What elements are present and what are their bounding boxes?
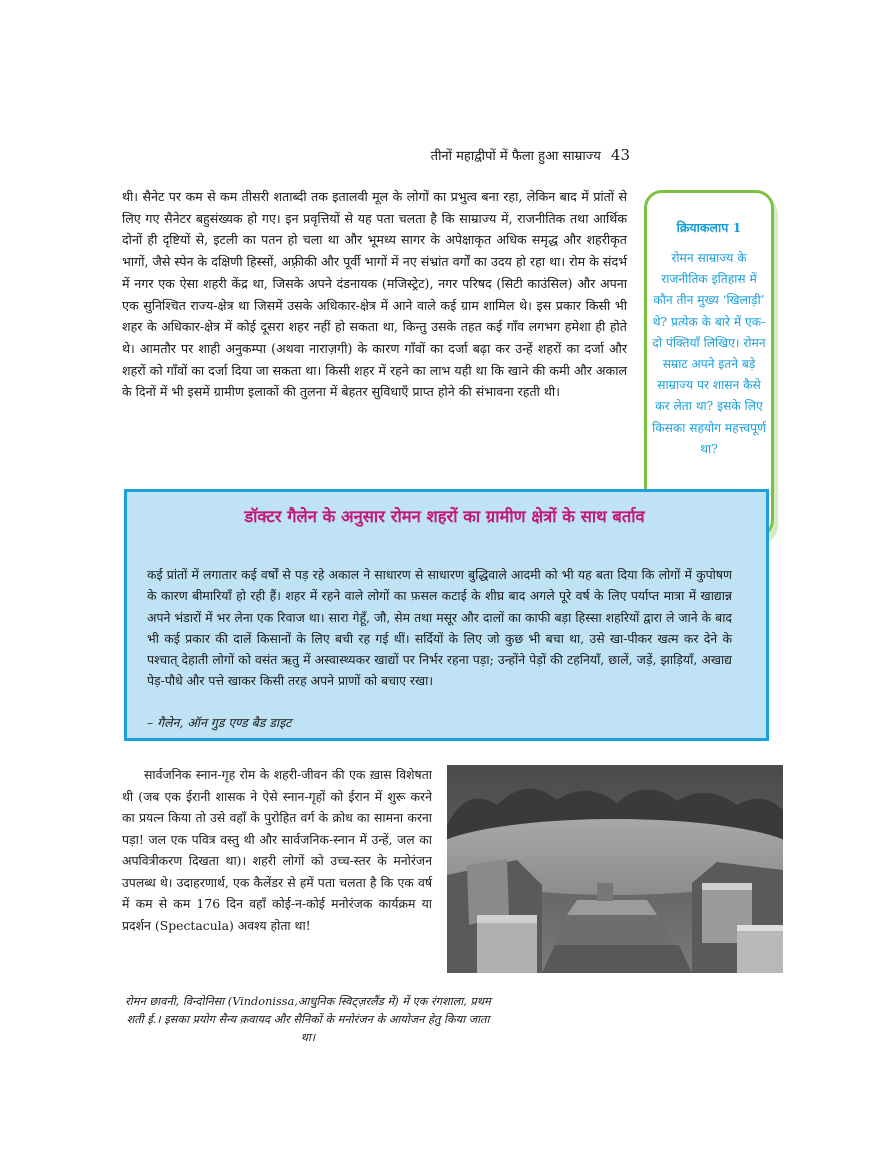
- source-box: [124, 489, 769, 741]
- source-text: कई प्रांतों में लगातार कई वर्षों से पड़ रहे अकाल ने साधारण से साधारण बुद्धिवाले आदमी को भी यह बता दिया कि लोगों में कुपोषण के कारण बीमारियाँ हो रही हैं। शहर में रहने वाले लोगों का फ़सल कटाई के शीघ्र बाद अगले पूरे वर्ष के लिए पर्याप्त मात्रा में खाद्यान्न अपने भंडारों में भर लेना एक रिवाज था। सारा गेहूँ, जौ, सेम तथा मसूर और दालों का काफी बड़ा हिस्सा शहरियों द्वारा ले जाने के बाद भी कई प्रकार की दालें किसानों के लिए बची रह गई थीं। सर्दियों के लिए जो कुछ भी बचा था, उसे खा-पीकर खत्म कर देने के पश्चात् देहाती लोगों को वसंत ऋतु में अस्वास्थ्यकर खाद्यों पर निर्भर रहना पड़ा; उन्होंने पेड़ों की टहनियाँ, छालें, जड़ें, झाड़ियाँ, अखाद्य पेड़-पौधे और पत्ते खाकर किसी तरह अपने प्राणों को बचाए रखा।: [147, 567, 732, 689]
- activity-text: रोमन साम्राज्य के राजनीतिक इतिहास में कौन तीन मुख्य ‘खिलाड़ी’ थे? प्रत्येक के बारे में एक-दो पंक्तियाँ लिखिए। रोमन सम्राट अपने इतने बड़े साम्राज्य पर शासन कैसे कर लेता था? इसके लिए किसका सहयोग महत्त्वपूर्ण था?: [652, 251, 766, 456]
- page-number: 43: [610, 146, 630, 164]
- body-paragraph: थी। सैनेट पर कम से कम तीसरी शताब्दी तक इतालवी मूल के लोगों का प्रभुत्व बना रहा, लेकिन बाद में प्रांतों से लिए गए सैनेटर बहुसंख्यक हो गए। इन प्रवृत्तियों से यह पता चलता है कि साम्राज्य में, राजनीतिक तथा आर्थिक दोनों ही दृष्टियों से, इटली का पतन हो चला था और भूमध्य सागर के अपेक्षाकृत अधिक समृद्ध और शहरीकृत भागों, जैसे स्पेन के दक्षिणी हिस्सों, अफ़्रीकी और पूर्वी भागों में नए संभ्रांत वर्गों का उदय हो रहा था। रोम के संदर्भ में नगर एक ऐसा शहरी केंद्र था, जिसके अपने दंडनायक (मजिस्ट्रेट), नगर परिषद (सिटी काउंसिल) और अपना एक सुनिश्चित राज्य-क्षेत्र था जिसमें उसके अधिकार-क्षेत्र में आने वाले कई ग्राम शामिल थे। इस प्रकार किसी भी शहर के अधिकार-क्षेत्र में कोई दूसरा शहर नहीं हो सकता था, किन्तु उसके तहत कई गाँव लगभग हमेशा ही होते थे। आमतौर पर शाही अनुकम्पा (अथवा नाराज़गी) के कारण गाँवों का दर्जा बढ़ा कर उन्हें शहरों का दर्जा और शहरों को गाँवों का दर्जा दिया जा सकता था। किसी शहर में रहने का लाभ यही था कि खाने की कमी और अकाल के दिनों में भी इसमें ग्रामीण इलाकों की तुलना में बेहतर सुविधाएँ प्राप्त होने की संभावना रहती थी।: [122, 189, 627, 400]
- running-title: तीनों महाद्वीपों में फैला हुआ साम्राज्य: [430, 149, 601, 164]
- figure-caption: रोमन छावनी, विन्दोनिसा (Vindonissa,आधुनिक स्विट्ज़रलैंड में) में एक रंगशाला, प्रथम शती ई.। इसका प्रयोग सैन्य क़वायद और सैनिकों के मनोरंजन के आयोजन हेतु किया जाता था।: [125, 995, 491, 1044]
- source-title: डॉक्टर गैलेन के अनुसार रोमन शहरों का ग्रामीण क्षेत्रों के साथ बर्ताव: [244, 507, 645, 526]
- baths-paragraph: सार्वजनिक स्नान-गृह रोम के शहरी-जीवन की एक ख़ास विशेषता थी (जब एक ईरानी शासक ने ऐसे स्नान-गृहों को ईरान में शुरू करने का प्रयत्न किया तो उसे वहाँ के पुरोहित वर्ग के क्रोध का सामना करना पड़ा! जल एक पवित्र वस्तु थी और सार्वजनिक-स्नान में उन्हें, जल का अपवित्रीकरण दिखता था)। शहरी लोगों को उच्च-स्तर के मनोरंजन उपलब्ध थे। उदाहरणार्थ, एक कैलेंडर से हमें पता चलता है कि एक वर्ष में कम से कम 176 दिन वहाँ कोई-न-कोई मनोरंजक कार्यक्रम या प्रदर्शन (Spectacula) अवश्य होता था!: [122, 767, 432, 933]
- activity-title: क्रियाकलाप 1: [676, 220, 742, 235]
- amphitheatre-photo: [447, 765, 783, 973]
- activity-box: [644, 190, 774, 538]
- source-citation: – गैलेन, ऑन गुड एण्ड बैड डाइट: [147, 715, 292, 730]
- running-header: [400, 146, 630, 168]
